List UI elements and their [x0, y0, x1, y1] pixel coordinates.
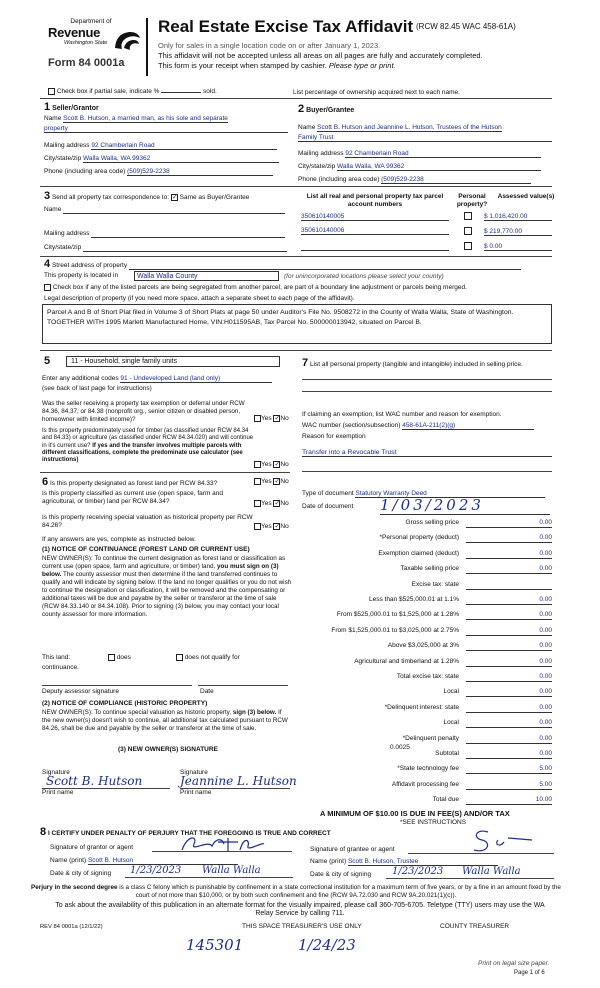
section-number: 2	[298, 103, 305, 115]
exemption-yes-checkbox[interactable]	[254, 415, 261, 422]
buyer-phone-value: (509)529-2238	[381, 176, 531, 184]
header-line3a: This form is your receipt when stamped by cashier.	[158, 61, 327, 70]
notice-continuance-c: The county assessor must then determine if the land transferred continues to qualify and will indicate by signing below. If the land no longer qualifies or you do not wish to continue the designation or classification, it will be removed and the compensating or additional taxes will be due and payable by the seller or transferor at the time of sale (RCW 84.33.140 or 84.34.108). Prior to signing (3) below, you may contact your local county assessor for more information.	[42, 570, 292, 618]
sec3-mailing-field[interactable]	[44, 230, 285, 238]
tax-row	[302, 701, 554, 716]
tax-row-value[interactable]: 0.00	[466, 719, 552, 728]
partial-percent-field[interactable]	[161, 92, 201, 93]
partial-sale-label: Check box if partial sale, indicate %	[56, 88, 160, 96]
tax-row-label: Above $3,025,000 at 3%	[387, 642, 459, 650]
tax-row-value[interactable]	[466, 581, 552, 590]
local-rate: 0.0025	[390, 744, 410, 751]
yes-label: Yes	[261, 523, 272, 531]
wac-label: WAC number (section/subsection)	[302, 422, 401, 429]
tax-row-label: From $525,000.01 to $1,525,000 at 1.28%	[336, 611, 459, 619]
forest-yes-checkbox[interactable]	[254, 478, 261, 485]
seller-mailing-field[interactable]	[44, 142, 277, 150]
correspondence-heading	[44, 190, 249, 202]
street-address-line	[129, 262, 521, 270]
assessed-value-3[interactable]: $ 0.00	[484, 243, 552, 251]
tax-row-label: Gross selling price	[405, 519, 459, 526]
notice-continuance-b: you must sign on (3) below.	[42, 562, 279, 578]
tax-row-label: Total due	[432, 796, 459, 804]
legal-description-box[interactable]: Parcel A and B of Short Plat filed in Volume 3 of Short Plats at page 50 under Auditor's File No. 9508272 in the County of Walla Walla, State of Washington. TOGETHER WITH 1995 Marlett Manufactured Home, VIN:H011595AB, Tax Parcel No. 500000013942, situated on Parcel B.	[42, 304, 552, 344]
forest-question-label: Is this property designated as forest land per RCW 84.33?	[49, 480, 218, 487]
tax-row-value[interactable]: 0.00	[466, 550, 552, 559]
perjury-notice	[30, 884, 562, 900]
grantor-name-label: Name (print)	[50, 857, 87, 864]
minimum-notice: A MINIMUM OF $10.00 IS DUE IN FEE(S) AND/OR TAX	[320, 809, 510, 818]
sec3-city-label: City/state/zip	[44, 244, 82, 251]
tax-row-value[interactable]: 0.00	[466, 596, 552, 605]
street-address-label: Street address of property	[51, 262, 128, 269]
owner-signature-2[interactable]: Jeannine L. Hutson	[180, 774, 297, 788]
seller-phone-value: (509)529-2238	[127, 168, 273, 176]
tax-row-value[interactable]: 10.00	[466, 796, 552, 805]
reason-label: Reason for exemption	[302, 433, 366, 440]
parcel-number-2[interactable]: 350610140006	[301, 227, 449, 235]
owner-signature-label-2: Signature	[180, 769, 208, 776]
dept-line: Department of	[70, 18, 112, 25]
tax-row	[302, 624, 554, 639]
tax-row-label: From $1,525,000.01 to $3,025,000 at 2.75%	[331, 626, 459, 634]
partial-sold-label: sold.	[203, 88, 217, 96]
timber-question	[42, 428, 254, 465]
header-line3b: Please type or print.	[328, 61, 396, 70]
tax-row	[302, 762, 554, 777]
current-use-yesno	[254, 500, 289, 507]
tax-row-value[interactable]: 0.00	[466, 611, 552, 620]
tax-row-value[interactable]: 0.00	[466, 688, 552, 697]
grantee-name-row[interactable]	[310, 858, 498, 866]
if-yes-note: If any answers are yes, complete as instructed below.	[42, 536, 196, 543]
no-label: No	[280, 415, 289, 423]
tax-row-label: Exemption claimed (deduct)	[378, 549, 459, 557]
personal-property-checkbox-3[interactable]	[464, 242, 472, 250]
county-treasurer-label: COUNTY TREASURER	[440, 923, 510, 930]
sec3-mailing-label: Mailing address	[44, 230, 90, 237]
buyer-name-field[interactable]	[298, 124, 554, 131]
does-not-checkbox[interactable]	[176, 654, 183, 661]
buyer-city-field[interactable]	[298, 163, 541, 171]
header-line1: Only for sales in a single location code on or after January 1, 2023.	[158, 41, 381, 50]
county-note: (for unincorporated locations please select your county)	[284, 273, 444, 280]
deputy-signature-label: Deputy assessor signature	[42, 688, 119, 695]
owner-signature-label-1: Signature	[42, 769, 70, 776]
current-use-question: Is this property classified as current use (open space, farm and agricultural, or timber) land per RCW 84.34?	[42, 490, 224, 506]
seller-heading-label: Seller/Grantor	[52, 105, 99, 112]
no-label: No	[280, 523, 289, 531]
personal-property-checkbox-1[interactable]	[464, 212, 472, 220]
notice-compliance-heading: (2) NOTICE OF COMPLIANCE (HISTORIC PROPERTY)	[42, 700, 208, 707]
tax-row-value[interactable]: 0.00	[466, 750, 552, 759]
personal-property-heading	[302, 356, 548, 371]
tax-row-value[interactable]: 0.00	[466, 658, 552, 667]
tax-row-value[interactable]: 0.00	[466, 673, 552, 682]
current-use-yes-checkbox[interactable]	[254, 500, 261, 507]
section-number: 1	[44, 101, 51, 113]
tax-row-label: *Delinquent interest: state	[384, 703, 459, 711]
segregated-label: Check box if any of the listed parcels are being segregated from another parcel, are part of a boundary line adjustment or parcels being merged.	[52, 284, 467, 292]
buyer-name-line2[interactable]: Family Trust	[298, 134, 552, 142]
tax-row-label: Taxable selling price	[400, 565, 459, 573]
buyer-city-value: Walla Walla, WA 99362	[337, 163, 541, 171]
certify-label: I CERTIFY UNDER PENALTY OF PERJURY THAT THE FOREGOING IS TRUE AND CORRECT	[47, 830, 331, 837]
sec3-mailing-line	[91, 230, 285, 238]
state-word: Washington State	[64, 40, 108, 46]
grantee-date-label: Date & city of signing	[310, 871, 372, 878]
tax-row	[302, 716, 554, 731]
seller-mailing-value: 92 Chamberlain Road	[91, 142, 277, 150]
seller-mailing-label: Mailing address	[44, 142, 90, 149]
historic-yes-checkbox[interactable]	[254, 523, 261, 530]
this-land-label: This land:	[42, 654, 71, 661]
deputy-date-label: Date	[200, 688, 214, 695]
use-code-select[interactable]: 11 - Household, single family units	[66, 356, 280, 367]
seller-phone-field[interactable]	[44, 168, 273, 176]
tax-row-value[interactable]: 0.00	[466, 534, 552, 543]
tax-row	[302, 578, 554, 593]
tax-row	[302, 516, 554, 531]
grantee-date-value[interactable]: 1/23/2023	[392, 866, 444, 877]
doc-date-label: Date of document	[302, 503, 354, 510]
section-number: 4	[44, 258, 51, 270]
timber-question-b: If yes and the transfer involves multiple parcels with different classifications, complete the predominate use calculator (see instructions)	[42, 442, 243, 464]
grantor-name-row[interactable]	[50, 857, 238, 865]
seller-city-label: City/state/zip	[44, 155, 82, 162]
tax-row-value[interactable]: 0.00	[466, 642, 552, 651]
treasurer-only-label: THIS SPACE TREASURER'S USE ONLY	[242, 923, 362, 930]
no-label: No	[280, 461, 289, 469]
forest-yesno	[254, 478, 289, 485]
buyer-phone-label: Phone (including area code)	[298, 176, 380, 183]
additional-codes-value: 91 - Undeveloped Land (land only)	[120, 375, 272, 383]
does-checkbox[interactable]	[108, 654, 115, 661]
accessibility-notice: To ask about the availability of this publication in an alternate format for the visually impaired, please call 360-705-6705. Teletype (TTY) users may use the WA Relay Service by calling 711.	[55, 902, 545, 918]
located-in-label: This property is located in	[44, 272, 119, 279]
grantor-city-value[interactable]: Walla Walla	[202, 865, 261, 876]
partial-sale-checkbox[interactable]	[48, 88, 55, 95]
tax-row-value[interactable]: 0.00	[466, 704, 552, 713]
correspondence-label: Send all property tax correspondence to:	[51, 194, 170, 201]
notice-compliance-body	[42, 709, 292, 733]
stamp-number: 145301	[186, 936, 244, 954]
continuance-label: continuance.	[42, 664, 79, 671]
tax-row	[302, 793, 554, 808]
tax-row-label: Subtotal	[435, 750, 459, 757]
historic-question: Is this property receiving special valuation as historical property per RCW 84.26?	[42, 514, 253, 530]
tax-row	[302, 670, 554, 685]
revision-code: REV 84 0001a (12/1/22)	[40, 924, 103, 930]
tax-row-label: Less than $525,000.01 at 1.1%	[369, 596, 459, 603]
assessed-col-header: Assessed value(s)	[497, 193, 555, 200]
tax-row-value[interactable]: 5.00	[466, 765, 552, 774]
tax-row-value[interactable]: 0.00	[466, 519, 552, 528]
seller-city-value: Walla Walla, WA 99362	[83, 155, 279, 163]
yes-label: Yes	[261, 461, 272, 469]
sec3-name-label: Name	[44, 206, 62, 213]
parcels-col-header: List all real and personal property tax parcel account numbers	[306, 193, 444, 208]
buyer-mailing-label: Mailing address	[298, 150, 344, 157]
form-number: Form 84 0001a	[48, 57, 125, 69]
tax-row	[302, 547, 554, 562]
segregated-row	[44, 284, 467, 291]
seller-name-field[interactable]	[44, 115, 288, 122]
section-number: 5	[44, 355, 51, 367]
personal-property-checkbox-2[interactable]	[464, 227, 472, 235]
no-label: No	[280, 478, 289, 486]
tax-row	[302, 562, 554, 577]
section-number: 3	[44, 190, 51, 202]
does-not-label: does not qualify for	[184, 654, 240, 662]
parcel-number-1[interactable]: 350610140005	[301, 213, 449, 221]
notice-continuance-heading: (1) NOTICE OF CONTINUANCE (FOREST LAND OR CURRENT USE)	[42, 546, 250, 553]
dor-logo-icon	[112, 28, 142, 52]
no-label: No	[280, 500, 289, 508]
parcel-number-3[interactable]	[301, 243, 449, 251]
does-option	[108, 654, 131, 661]
assessed-value-1[interactable]: $ 1,016,420.00	[484, 213, 552, 221]
personal-property-col-header: Personal property?	[456, 193, 488, 208]
grantor-signature[interactable]	[178, 832, 268, 856]
section-number: 7	[302, 357, 309, 369]
header-line2: This affidavit will not be accepted unless all areas on all pages are fully and accurately completed.	[158, 51, 483, 60]
owner-print-label-2: Print name	[180, 789, 212, 796]
tax-row	[302, 685, 554, 700]
sec3-name-line	[63, 206, 285, 214]
revenue-word: Revenue	[48, 25, 101, 40]
seller-name-label: Name	[44, 115, 62, 122]
page-number: Page 1 of 6	[514, 970, 545, 976]
section-number: 6	[42, 476, 49, 488]
forest-question	[42, 476, 217, 488]
tax-row	[302, 747, 554, 762]
seller-phone-label: Phone (including area code)	[44, 168, 126, 175]
seller-heading	[44, 101, 99, 113]
form-rcw: (RCW 82.45 WAC 458-61A)	[416, 22, 516, 31]
timber-question-a: Is this property predominately used for timber (as classified under RCW 84.34 and 84.33) or agriculture (as classified under RCW 84.34.020) and will continue in it's current use?	[42, 428, 254, 449]
tax-row-label: Local	[443, 719, 459, 727]
buyer-phone-field[interactable]	[298, 176, 531, 184]
grantor-name-value: Scott B. Hutson	[88, 857, 238, 865]
grantor-date-value[interactable]: 1/23/2023	[130, 865, 182, 876]
street-address-row[interactable]	[44, 258, 521, 270]
form-title: Real Estate Excise Tax Affidavit	[158, 17, 414, 36]
grantor-signature-label: Signature of grantor or agent	[50, 844, 134, 851]
yes-label: Yes	[261, 500, 272, 508]
perjury-heading: Perjury in the second degree	[31, 884, 118, 891]
see-list-note: (see back of last page for instructions)	[42, 385, 152, 392]
exemption-question: Was the seller receiving a property tax exemption or deferral under RCW 84.36, 84.37, or 84.38 (nonprofit org., senior citizen or disabled person, homeowner with limited income)?	[42, 400, 245, 423]
tax-row	[302, 608, 554, 623]
tax-row-label: Total excise tax: state	[396, 673, 459, 680]
wac-value: 458-61A-211(2)(g)	[402, 422, 534, 430]
tax-row	[302, 655, 554, 670]
additional-codes-row[interactable]	[42, 375, 272, 383]
tax-row	[302, 593, 554, 608]
same-as-buyer-label: Same as Buyer/Grantee	[179, 194, 250, 201]
assessed-value-2[interactable]: $ 219,770.00	[484, 228, 552, 236]
doc-type-label: Type of document	[302, 490, 354, 497]
owner-print-label-1: Print name	[42, 789, 74, 796]
sec3-city-field[interactable]	[44, 244, 287, 252]
header-divider	[146, 18, 148, 76]
exemption-wac-note: If claiming an exemption, list WAC number and reason for exemption.	[302, 411, 502, 418]
tax-row-label: Affidavit processing fee	[391, 780, 459, 788]
exemption-yesno	[254, 415, 289, 422]
notice-continuance-body	[42, 555, 294, 619]
personal-property-label: List all personal property (tangible and intangible) included in selling price.	[309, 361, 523, 368]
tax-row	[302, 778, 554, 793]
section-number: 8	[40, 826, 47, 838]
stamp-date: 1/24/23	[298, 936, 356, 954]
seller-city-field[interactable]	[44, 155, 279, 163]
timber-yesno	[254, 461, 289, 468]
buyer-name-value: Scott B. Hutson and Jeannine L. Hutson, Trustees of the Hutson	[317, 124, 502, 131]
doc-type-value: Statutory Warranty Deed	[355, 490, 545, 498]
buyer-name-label: Name	[298, 124, 316, 131]
buyer-heading-label: Buyer/Grantee	[306, 107, 355, 114]
buyer-city-label: City/state/zip	[298, 163, 336, 170]
legal-paper-note: Print on legal size paper.	[478, 960, 550, 967]
sec3-city-line	[83, 244, 287, 252]
historic-yesno	[254, 523, 289, 530]
does-label: does	[116, 654, 131, 662]
tax-row	[302, 639, 554, 654]
see-instructions: *SEE INSTRUCTIONS	[400, 819, 467, 826]
grantee-name-value: Scott B. Hutson, Trustee	[348, 858, 498, 866]
notice-compliance-c: If the new owner(s) doesn't wish to continue, all additional tax calculated pursuant to RCW 84.26, shall be due and payable by the seller or transferor at the time of sale.	[42, 709, 288, 732]
wac-row[interactable]	[302, 422, 534, 430]
grantor-date-label: Date & city of signing	[50, 870, 112, 877]
partial-sale-row	[48, 88, 217, 95]
list-percentage-note: List percentage of ownership acquired next to each name.	[293, 89, 460, 96]
tax-row-value[interactable]: 0.00	[466, 627, 552, 636]
seller-name-value: Scott B. Hutson, a married man, as his sole and separate	[63, 115, 228, 122]
does-not-option	[176, 654, 240, 661]
yes-label: Yes	[261, 478, 272, 486]
grantee-signature-label: Signature of grantee or agent	[310, 846, 395, 853]
buyer-mailing-field[interactable]	[298, 150, 541, 158]
tax-row-label: Excise tax: state	[411, 580, 459, 588]
sec3-name-field[interactable]	[44, 206, 285, 214]
doc-date-value[interactable]: 1/03/2023	[380, 496, 550, 515]
segregated-checkbox[interactable]	[44, 284, 51, 291]
tax-row-label: Local	[443, 688, 459, 696]
tax-row-label: Agricultural and timberland at 1.28%	[354, 657, 459, 665]
county-select[interactable]: Walla Walla County	[134, 271, 279, 281]
seller-name-line2[interactable]: property	[44, 125, 288, 133]
tax-row	[302, 732, 554, 747]
tax-table	[302, 514, 554, 808]
grantee-city-value[interactable]: Walla Walla	[462, 866, 521, 877]
notice-compliance-a: NEW OWNER(S): To continue special valuation as historic property,	[42, 709, 232, 716]
additional-codes-label: Enter any additional codes	[42, 375, 119, 382]
yes-label: Yes	[261, 415, 272, 423]
owner-signature-1[interactable]: Scott B. Hutson	[46, 774, 143, 788]
legal-description-label: Legal description of property (if you need more space, attach a separate sheet to each page of the affidavit).	[44, 295, 355, 302]
notice-compliance-b: sign (3) below.	[232, 709, 277, 716]
tax-row-label: *Personal property (deduct)	[379, 534, 459, 542]
tax-row-value[interactable]: 5.00	[466, 781, 552, 790]
buyer-mailing-value: 92 Chamberlain Road	[345, 150, 541, 158]
grantee-name-label: Name (print)	[310, 858, 347, 865]
new-owner-signature-heading: (3) NEW OWNER(S) SIGNATURE	[118, 746, 218, 753]
tax-row-value[interactable]: 0.00	[466, 735, 552, 744]
perjury-body: is a class C felony which is punishable by confinement in a state correctional institution for a maximum term of five years, or by a fine in an amount fixed by the court of not more than $10,000, or by both such confinement and fine (RCW 9A.72.030 and RCW 9A.20.021(1)(c)).	[119, 884, 561, 899]
tax-row-value[interactable]: 0.00	[466, 565, 552, 574]
tax-row-label: *State technology fee	[397, 765, 459, 773]
reason-value[interactable]: Transfer into a Revocable Trust	[302, 449, 552, 457]
header-line3	[158, 61, 396, 70]
buyer-heading	[298, 103, 354, 115]
grantee-signature[interactable]	[468, 826, 538, 858]
same-as-buyer-checkbox[interactable]	[171, 194, 178, 201]
notice-continuance-a: NEW OWNER(S): To continue the current designation as forest land or classification as current use (open space, farm and agriculture, or timber) land,	[42, 555, 286, 570]
tax-row-label: *Delinquent penalty	[402, 734, 459, 742]
timber-yes-checkbox[interactable]	[254, 461, 261, 468]
tax-row	[302, 531, 554, 546]
